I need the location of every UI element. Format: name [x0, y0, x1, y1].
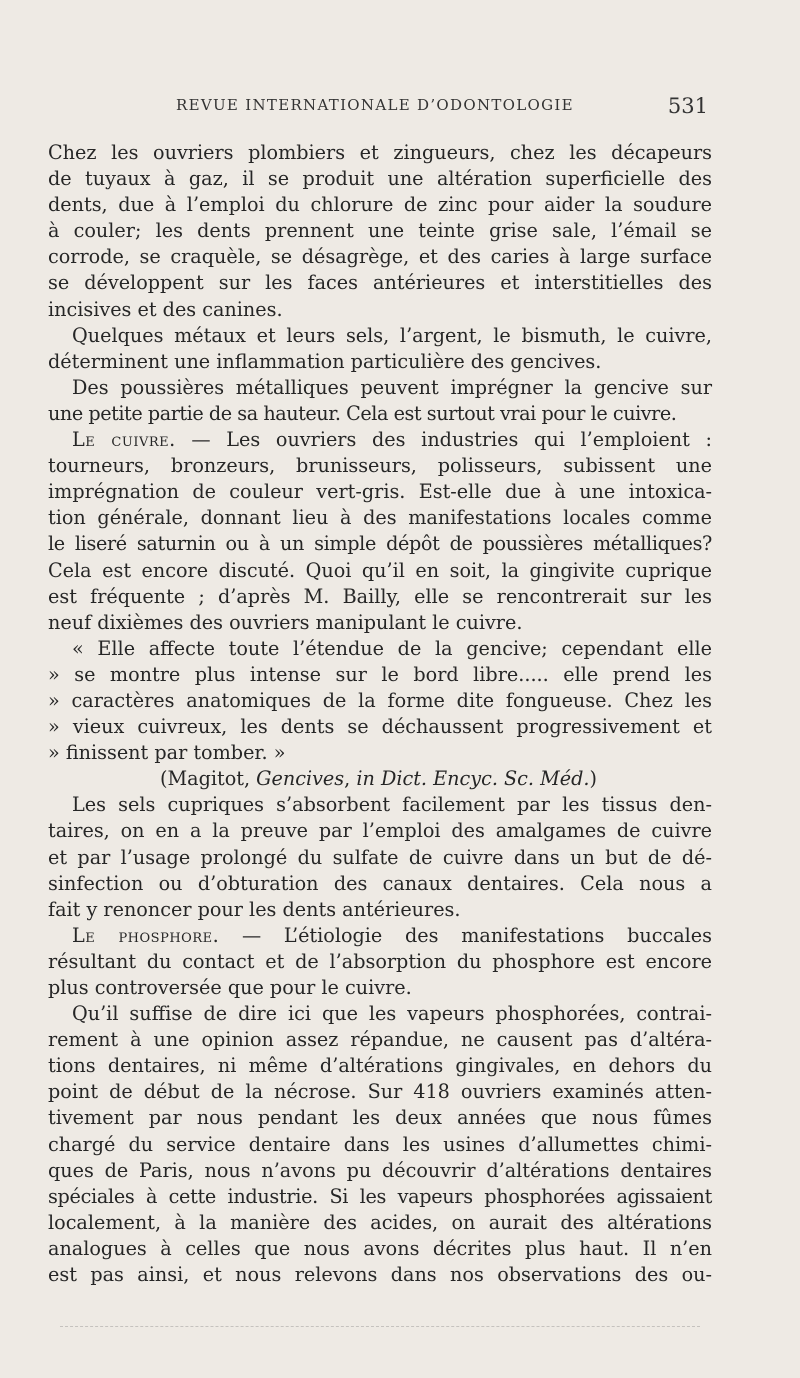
citation: (Magitot, Gencives, in Dict. Encyc. Sc. Méd.) [160, 767, 597, 791]
section-line-cuivre [48, 427, 712, 453]
citation-work: Gencives [256, 767, 345, 791]
text-line: Cela est encore discuté. Quoi qu’il en soit, la gingivite cuprique [48, 558, 712, 582]
text-line: plus controversée que pour le cuivre. [48, 976, 412, 999]
body-text [48, 140, 712, 1288]
text-line: Qu’il suffise de dire ici que les vapeurs phosphorées, contrai- [72, 1002, 712, 1026]
text-line: Les sels cupriques s’absorbent facilement par les tissus den- [72, 793, 712, 817]
text-line: neuf dixièmes des ouvriers manipulant le cuivre. [48, 610, 523, 634]
text-line: analogues à celles que nous avons décrites plus haut. Il n’en [48, 1236, 712, 1260]
text-line: chargé du service dentaire dans les usines d’allumettes chimi- [48, 1132, 712, 1156]
section-heading-cuivre: Le cuivre. [72, 428, 176, 452]
text-line: imprégnation de couleur vert-gris. Est-elle due à une intoxica- [48, 480, 712, 504]
text-line: spéciales à cette industrie. Si les vapeurs phosphorées agissaient [48, 1184, 712, 1208]
text-line: taires, on en a la preuve par l’emploi des amalgames de cuivre [48, 819, 712, 843]
text-line: à couler; les dents prennent une teinte grise sale, l’émail se [48, 219, 712, 243]
text-line: une petite partie de sa hauteur. Cela est surtout vrai pour le cuivre. [48, 401, 677, 425]
page-number: 531 [667, 94, 708, 118]
text-line: le liseré saturnin ou à un simple dépôt de poussières métalliques? [48, 532, 712, 556]
text-line: sinfection ou d’obturation des canaux dentaires. Cela nous a [48, 871, 712, 895]
text-line: corrode, se craquèle, se désagrège, et des caries à large surface [48, 245, 712, 269]
text-line: Des poussières métalliques peuvent imprégner la gencive sur [72, 375, 712, 399]
text-line: déterminent une inflammation particulière des gencives. [48, 349, 602, 373]
text-line: est pas ainsi, et nous relevons dans nos observations des ou- [48, 1263, 712, 1287]
quote-line: » vieux cuivreux, les dents se déchaussent progressivement et [48, 715, 712, 739]
text-line: ques de Paris, nous n’avons pu découvrir d’altérations dentaires [48, 1158, 712, 1182]
text-line: incisives et des canines. [48, 297, 283, 321]
quote-line: » se montre plus intense sur le bord libre..... elle prend les [48, 662, 712, 686]
text-line: dents, due à l’emploi du chlorure de zinc pour aider la soudure [48, 193, 712, 217]
text-line: tion générale, donnant lieu à des manifestations locales comme [48, 506, 712, 530]
text-line: — Les ouvriers des industries qui l’emploient : [191, 428, 712, 452]
section-line-phosphore [48, 923, 712, 949]
quote-line: « Elle affecte toute l’étendue de la gencive; cependant elle [72, 636, 712, 660]
section-heading-phosphore: Le phosphore. [72, 923, 220, 947]
text-line: résultant du contact et de l’absorption du phosphore est encore [48, 949, 712, 973]
text-line: Quelques métaux et leurs sels, l’argent, le bismuth, le cuivre, [72, 323, 712, 347]
text-line: est fréquente ; d’après M. Bailly, elle se rencontrerait sur les [48, 584, 712, 608]
text-line: tions dentaires, ni même d’altérations gingivales, en dehors du [48, 1054, 712, 1078]
text-line: — L’étiologie des manifestations buccales [241, 923, 712, 947]
text-line: de tuyaux à gaz, il se produit une altération superficielle des [48, 167, 712, 191]
text-line: rement à une opinion assez répandue, ne causent pas d’altéra- [48, 1028, 712, 1052]
running-title: REVUE INTERNATIONALE D’ODONTOLOGIE [176, 96, 574, 114]
quote-line: » caractères anatomiques de la forme dite fongueuse. Chez les [48, 688, 712, 712]
quote-line: » finissent par tomber. » [48, 741, 286, 765]
text-line: se développent sur les faces antérieures et interstitielles des [48, 271, 712, 295]
text-line: tourneurs, bronzeurs, brunisseurs, polisseurs, subissent une [48, 454, 712, 478]
text-line: localement, à la manière des acides, on aurait des altérations [48, 1210, 712, 1234]
citation-source: Dict. Encyc. Sc. Méd. [374, 767, 590, 791]
page-header [48, 96, 712, 122]
text-line: et par l’usage prolongé du sulfate de cuivre dans un but de dé- [48, 845, 712, 869]
citation-in: in [356, 767, 375, 791]
text-line: fait y renoncer pour les dents antérieures. [48, 897, 461, 921]
text-line: point de début de la nécrose. Sur 418 ouvriers examinés atten- [48, 1080, 712, 1104]
bleed-through-marks [60, 1326, 700, 1335]
text-line: tivement par nous pendant les deux années que nous fûmes [48, 1106, 712, 1130]
text-line: Chez les ouvriers plombiers et zingueurs, chez les décapeurs [48, 141, 712, 164]
